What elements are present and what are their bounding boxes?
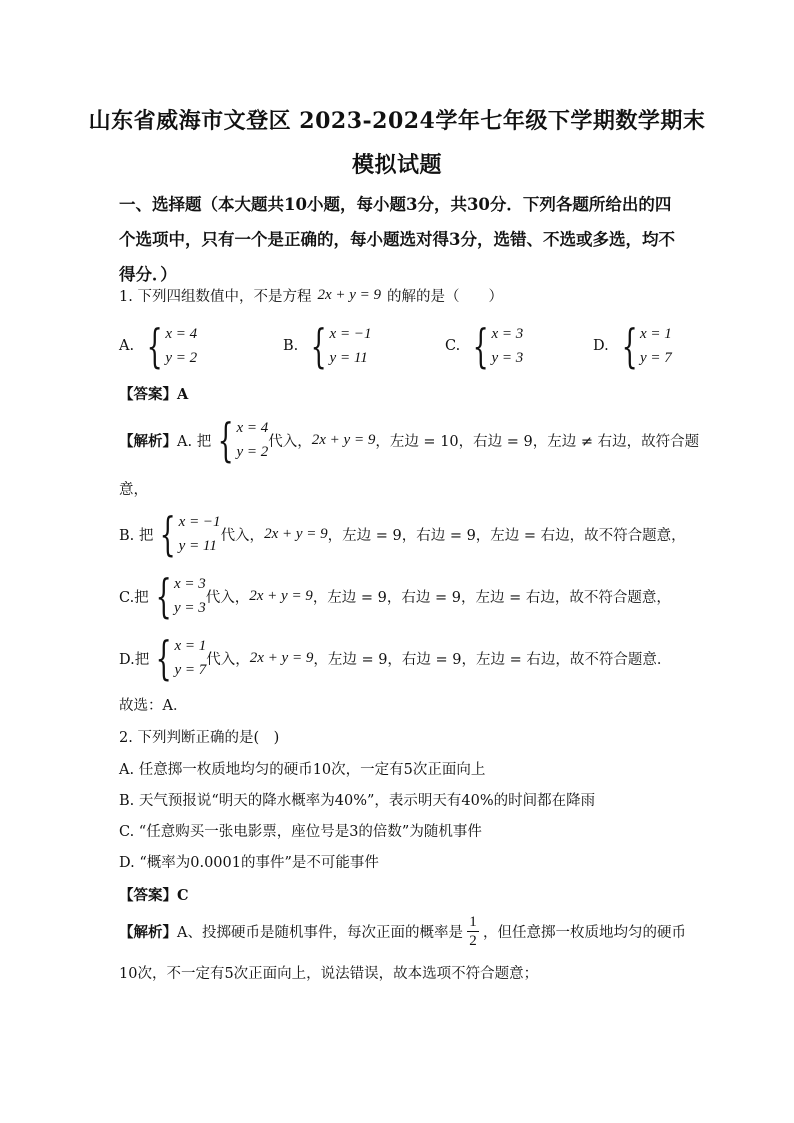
- q2-option-c: C. “任意购买一张电影票，座位号是3的倍数”为随机事件: [119, 824, 482, 840]
- q1-stem: 1. 下列四组数值中，不是方程 2x + y = 9 的解的是（ ）: [119, 287, 504, 305]
- q1-analysis-b: B. 把 { x = −1 y = 11 代入， 2x + y = 9 ，左边 = 9，右边 = 9，左边 = 右边，故不符合题意，: [119, 507, 686, 561]
- q1-analysis-c: C.把 { x = 3 y = 3 代入， 2x + y = 9 ，左边 = 9，右边 = 9，左边 = 右边，故不符合题意，: [119, 569, 671, 623]
- q1-option-d: D. { x = 1 y = 7: [593, 319, 672, 373]
- q1-answer: 【答案】A: [119, 386, 189, 403]
- q1-analysis-a: 【解析】 A. 把 { x = 4 y = 2 代入， 2x + y = 9 ，左边 = 10，右边 = 9，左边 ≠ 右边，故符合题: [119, 413, 700, 467]
- doc-title-line1: 山东省威海市文登区 2023-2024学年七年级下学期数学期末: [88, 108, 706, 134]
- q2-stem: 2. 下列判断正确的是( ): [119, 730, 280, 746]
- q2-analysis-line2: 10次，不一定有5次正面向上，说法错误，故本选项不符合题意；: [119, 966, 539, 982]
- q1-analysis-d: D.把 { x = 1 y = 7 代入， 2x + y = 9 ，左边 = 9，右边 = 9，左边 = 右边，故不符合题意．: [119, 631, 672, 685]
- q2-answer: 【答案】C: [119, 887, 189, 904]
- q2-option-a: A. 任意掷一枚质地均匀的硬币10次，一定有5次正面向上: [119, 762, 486, 778]
- q2-option-b: B. 天气预报说“明天的降水概率为40%”，表示明天有40%的时间都在降雨: [119, 793, 596, 809]
- q1-option-b: B. { x = −1 y = 11: [283, 319, 372, 373]
- section-heading: 一、选择题（本大题共10小题，每小题3分，共30分．下列各题所给出的四个选项中，只有一个是正确的，每小题选对得3分，选错、不选或多选，均不得分．）: [119, 195, 675, 284]
- q2-option-d: D. “概率为0.0001的事件”是不可能事件: [119, 855, 379, 871]
- fraction-one-half: $\frac{1}{2}$: [467, 913, 479, 950]
- q2-analysis: 【解析】 A、投掷硬币是随机事件，每次正面的概率是 $\frac{1}{2}$ ，但任意掷一枚质地均匀的硬币: [119, 914, 686, 949]
- q1-equation: 2x + y = 9: [317, 287, 382, 303]
- doc-title-line2: 模拟试题: [351, 152, 442, 178]
- q1-option-c: C. { x = 3 y = 3: [445, 319, 524, 373]
- q1-analysis-a-cont: 意，: [119, 482, 148, 498]
- q1-option-a: A. { x = 4 y = 2: [119, 319, 198, 373]
- q1-conclusion: 故选：A．: [119, 698, 188, 714]
